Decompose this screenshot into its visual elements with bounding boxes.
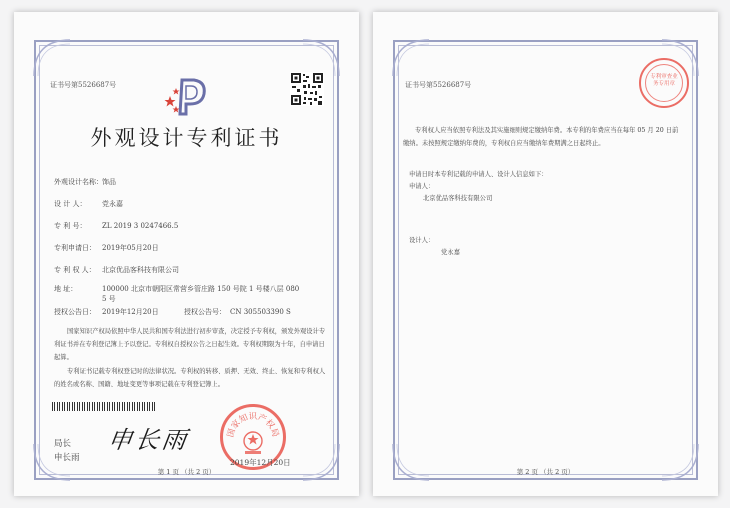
- certificate-page-2: [373, 12, 718, 496]
- grant-date-value: 2019年12月20日: [102, 308, 159, 316]
- designer-label: 设 计 人：: [54, 200, 87, 208]
- address-value-line1: 100000 北京市朝阳区常营乡管庄路 150 号院 1 号楼八层 080: [102, 285, 300, 293]
- review-seal-text: 专利审查业务专用章: [650, 74, 678, 87]
- seal-text: 国家知识产权局: [225, 411, 281, 439]
- annual-fee-paragraph: 专利权人应当依照专利法及其实施细则规定缴纳年费。本专利的年费应当在每年 05 月 20 日前缴纳。未按照规定缴纳年费的，专利权自应当缴纳年费期满之日起终止。: [403, 127, 679, 147]
- legal-status-paragraph: 专利证书记载专利权登记时的法律状况。专利权的转移、质押、无效、终止、恢复和专利权人的姓名或名称、国籍、地址变更等事项记载在专利登记簿上。: [54, 368, 326, 388]
- seal-date: 2019年12月20日: [230, 458, 291, 467]
- corner-ornament-icon: [301, 442, 341, 482]
- filing-date-label: 专利申请日：: [54, 244, 96, 252]
- director-title: 局长: [54, 439, 72, 449]
- barcode-icon: [52, 402, 156, 411]
- applicant-info-heading: 申请日时本专利记载的申请人、设计人信息如下：: [409, 171, 548, 178]
- certificate-page-1: [14, 12, 359, 496]
- page-footer: 第 2 页 （共 2 页）: [516, 468, 575, 476]
- design-name-label: 外观设计名称：: [54, 178, 103, 186]
- patent-number-value: ZL 2019 3 0247466.5: [102, 222, 179, 230]
- applicant-value: 北京优品客科技有限公司: [423, 195, 493, 202]
- filing-date-value: 2019年05月20日: [102, 244, 159, 252]
- address-value-line2: 5 号: [102, 295, 116, 303]
- grant-date-label: 授权公告日：: [54, 308, 96, 316]
- patentee-value: 北京优品客科技有限公司: [102, 266, 179, 274]
- corner-ornament-icon: [32, 38, 72, 78]
- page-footer: 第 1 页 （共 2 页）: [157, 468, 216, 476]
- designer-value: 党永嘉: [441, 249, 460, 256]
- patent-number-label: 专 利 号：: [54, 222, 87, 230]
- director-name: 申长雨: [54, 453, 80, 463]
- certificate-number: 证书号第5526687号: [50, 81, 117, 89]
- designer-label: 设计人：: [409, 237, 435, 244]
- corner-ornament-icon: [391, 442, 431, 482]
- certificate-number: 证书号第5526687号: [405, 81, 472, 89]
- patentee-label: 专 利 权 人：: [54, 266, 96, 274]
- patent-office-logo-icon: [164, 74, 210, 118]
- corner-ornament-icon: [391, 38, 431, 78]
- corner-ornament-icon: [660, 442, 700, 482]
- page-border-inner: [398, 45, 693, 475]
- grant-number-label: 授权公告号：: [184, 308, 226, 316]
- address-label: 地 址：: [54, 285, 78, 293]
- design-name-value: 饰品: [102, 178, 116, 186]
- grant-paragraph: 国家知识产权局依照中华人民共和国专利法进行初步审查，决定授予专利权，颁发外观设计专利证书并在专利登记簿上予以登记。专利权自授权公告之日起生效。专利权期限为十年，自申请日起算。: [54, 328, 326, 361]
- certificate-title: 外观设计专利证书: [90, 126, 283, 150]
- designer-value: 党永嘉: [102, 200, 123, 208]
- applicant-label: 申请人：: [409, 183, 435, 190]
- review-seal: [639, 58, 689, 108]
- qr-code-icon: [290, 72, 324, 106]
- grant-number-value: CN 305503390 S: [230, 308, 291, 316]
- director-signature: 申长雨: [106, 426, 191, 454]
